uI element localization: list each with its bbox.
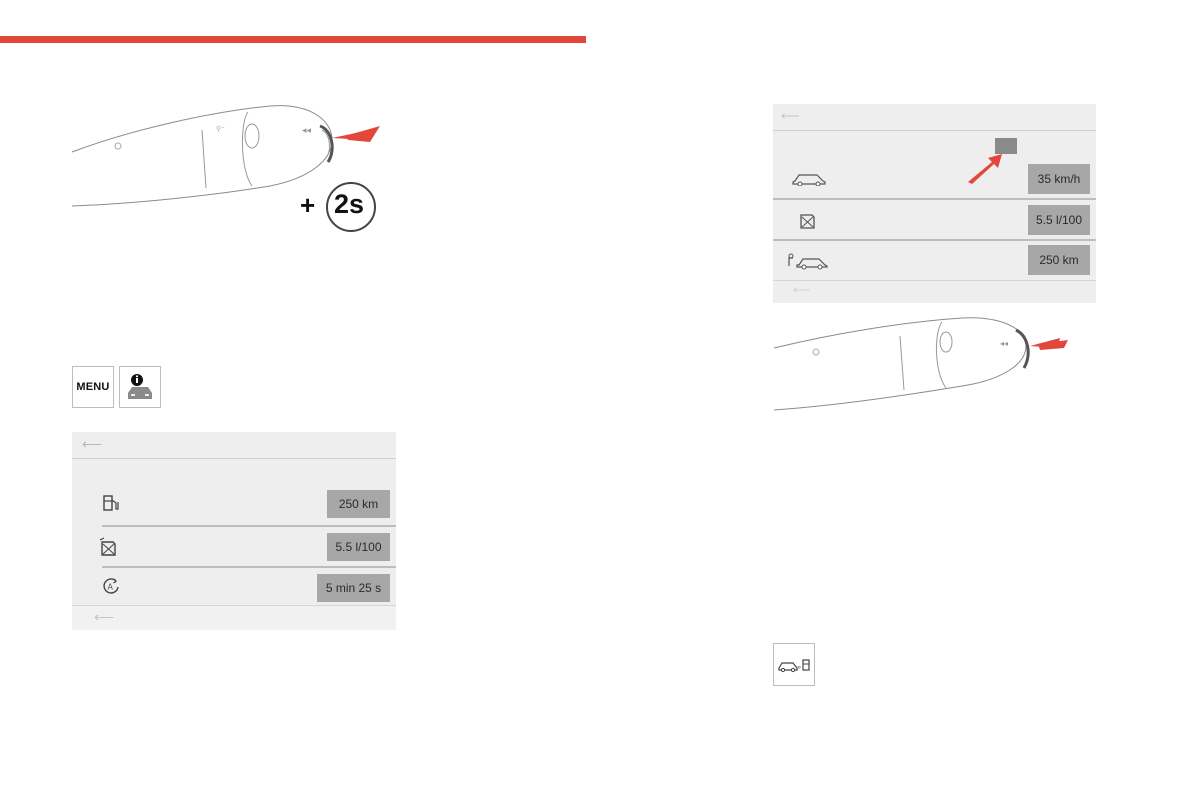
trip-row-range — [72, 484, 396, 524]
back-arrow-icon[interactable]: ⟵ — [94, 609, 115, 625]
hold-duration-badge — [298, 180, 388, 232]
consumption-value: 5.5 l/100 — [327, 533, 390, 561]
screen-header — [773, 104, 1096, 131]
stop-start-time-value: 5 min 25 s — [317, 574, 390, 602]
menu-button-label: MENU — [76, 381, 110, 393]
screen-header — [72, 432, 396, 459]
chapter-rule — [0, 36, 586, 43]
fuel-can-icon — [797, 210, 817, 230]
trip-row-range — [773, 242, 1096, 280]
svg-text:◂◂: ◂◂ — [302, 125, 312, 135]
trip-computer-screen-2 — [773, 104, 1096, 303]
car-speed-icon — [789, 170, 831, 186]
fuel-can-icon — [98, 537, 118, 557]
car-info-icon — [123, 371, 157, 403]
svg-text:A: A — [107, 582, 113, 592]
back-arrow-icon[interactable]: ⟵ — [793, 283, 811, 297]
menu-button[interactable] — [72, 366, 114, 408]
car-to-fuel-icon — [777, 656, 811, 674]
trip-row-consumption — [72, 527, 396, 567]
trip-computer-screen-1 — [72, 432, 396, 630]
svg-text:⚲⁼: ⚲⁼ — [216, 126, 225, 133]
back-arrow-icon[interactable]: ⟵ — [781, 108, 800, 123]
average-speed-value: 35 km/h — [1028, 164, 1090, 194]
stalk-illustration-right — [772, 314, 1072, 418]
range-value: 250 km — [327, 490, 390, 518]
vehicle-info-button[interactable] — [119, 366, 161, 408]
trip-row-consumption — [773, 200, 1096, 240]
screen-footer — [72, 605, 396, 630]
plus-sign: + — [300, 190, 316, 220]
duration-text: 2s — [334, 189, 365, 219]
trip-row-stop-start — [72, 569, 396, 609]
svg-text:◂◂: ◂◂ — [1000, 339, 1009, 348]
fuel-pump-icon — [102, 494, 120, 512]
consumption-value: 5.5 l/100 — [1028, 205, 1090, 235]
screen-footer — [773, 280, 1096, 303]
trip-row-speed — [773, 160, 1096, 198]
svg-text:»: » — [797, 664, 801, 671]
back-arrow-icon[interactable]: ⟵ — [82, 436, 103, 452]
range-value: 250 km — [1028, 245, 1090, 275]
row-divider — [102, 566, 396, 568]
stop-start-icon — [102, 577, 120, 595]
range-refuel-button[interactable] — [773, 643, 815, 686]
row-divider — [773, 239, 1096, 241]
car-range-icon — [787, 252, 833, 270]
